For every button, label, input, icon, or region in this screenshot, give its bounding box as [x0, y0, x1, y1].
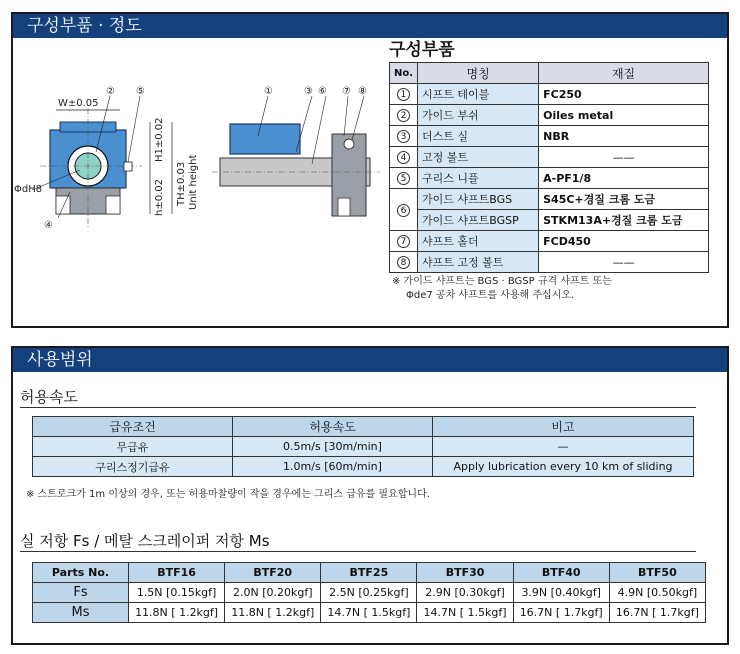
part-material: S45C+경질 크롬 도금	[539, 189, 709, 210]
value-cell: 16.7N [ 1.7kgf]	[609, 603, 705, 623]
resistance-header-row	[33, 563, 706, 583]
table-row	[33, 603, 706, 623]
speed-note: ※ 스트로크가 1m 이상의 경우, 또는 허용마찰량이 작을 경우에는 그리스 급유를 필요합니다.	[26, 489, 430, 500]
speed-header-row	[33, 417, 694, 437]
callout-3: ③	[304, 86, 313, 97]
value-cell: 2.0N [0.20kgf]	[225, 583, 321, 603]
part-name: 샤프트 고정 볼트	[418, 252, 539, 273]
leader-7	[344, 96, 348, 136]
resistance-table	[32, 562, 706, 623]
col-no: No.	[390, 63, 418, 84]
table-row	[390, 105, 709, 126]
speed-table	[32, 416, 694, 477]
table-row	[33, 437, 694, 457]
shaft-bolt-side	[344, 139, 354, 149]
dhb-label: ΦdH8	[14, 184, 43, 195]
table-row	[390, 84, 709, 105]
lubrication-cell: 무급유	[33, 437, 233, 457]
speed-cell: 0.5m/s [30m/min]	[233, 437, 433, 457]
callout-6: ⑥	[318, 86, 327, 97]
row-no: 2	[390, 105, 418, 126]
row-no: 7	[390, 231, 418, 252]
value-cell: 4.9N [0.50kgf]	[609, 583, 705, 603]
col-parts-no: Parts No.	[33, 563, 129, 583]
table-row	[390, 252, 709, 273]
components-table-title: 구성부품	[389, 40, 455, 60]
value-cell: 14.7N [ 1.5kgf]	[417, 603, 513, 623]
table-body-side	[230, 124, 300, 154]
col-material: 재질	[539, 63, 709, 84]
components-table	[389, 62, 709, 273]
table-row	[390, 231, 709, 252]
leader-5	[128, 96, 140, 162]
part-material: ——	[539, 147, 709, 168]
leader-8	[352, 96, 364, 140]
table-row	[390, 210, 709, 231]
col-btf50: BTF50	[609, 563, 705, 583]
components-banner: 구성부품 · 정도	[13, 14, 727, 38]
value-cell: 1.5N [0.15kgf]	[129, 583, 225, 603]
part-name: 더스트 실	[418, 126, 539, 147]
col-remarks: 비고	[433, 417, 694, 437]
col-speed: 허용속도	[233, 417, 433, 437]
remarks-cell: —	[433, 437, 694, 457]
value-cell: 2.5N [0.25kgf]	[321, 583, 417, 603]
part-material: NBR	[539, 126, 709, 147]
speed-title: 허용속도	[20, 388, 78, 406]
row-no: 6	[390, 189, 418, 231]
part-name: 가이드 부쉬	[418, 105, 539, 126]
part-name: 구리스 니플	[418, 168, 539, 189]
part-name: 가이드 샤프트BGSP	[418, 210, 539, 231]
note-line-2: Φde7 공차 샤프트를 사용해 주십시오.	[406, 290, 575, 301]
callout-7: ⑦	[342, 86, 351, 97]
leader-6	[312, 96, 326, 164]
value-cell: 16.7N [ 1.7kgf]	[513, 603, 609, 623]
part-material: Oiles metal	[539, 105, 709, 126]
table-row	[390, 126, 709, 147]
remarks-cell: Apply lubrication every 10 km of sliding	[433, 457, 694, 477]
part-material: A-PF1/8	[539, 168, 709, 189]
row-no: 8	[390, 252, 418, 273]
usage-banner: 사용범위	[13, 348, 727, 372]
th-dim-label: TH±0.03	[176, 161, 187, 206]
speed-cell: 1.0m/s [60m/min]	[233, 457, 433, 477]
part-name: 샤프트 홀더	[418, 231, 539, 252]
technical-drawing	[12, 78, 382, 248]
value-cell: 2.9N [0.30kgf]	[417, 583, 513, 603]
components-note	[392, 275, 612, 303]
table-row	[390, 147, 709, 168]
h1-dim-label: H1±0.02	[154, 117, 165, 162]
grease-nipple-front	[124, 162, 132, 171]
table-row	[33, 457, 694, 477]
row-no: 1	[390, 84, 418, 105]
side-view	[212, 86, 380, 216]
value-cell: 14.7N [ 1.5kgf]	[321, 603, 417, 623]
resistance-divider	[20, 551, 696, 552]
callout-2: ②	[106, 86, 115, 97]
row-no: 5	[390, 168, 418, 189]
part-material: ——	[539, 252, 709, 273]
part-material: FCD450	[539, 231, 709, 252]
row-no: 4	[390, 147, 418, 168]
value-cell: 3.9N [0.40kgf]	[513, 583, 609, 603]
note-line-1: ※ 가이드 샤프트는 BGS · BGSP 규격 샤프트 또는	[392, 276, 612, 287]
col-lubrication: 급유조건	[33, 417, 233, 437]
h-dim-label: h±0.02	[154, 179, 165, 216]
callout-1: ①	[264, 86, 273, 97]
holder-foot-side	[338, 198, 350, 216]
value-cell: 11.8N [ 1.2kgf]	[129, 603, 225, 623]
col-btf40: BTF40	[513, 563, 609, 583]
holder-foot-right	[106, 196, 120, 214]
col-btf25: BTF25	[321, 563, 417, 583]
callout-8: ⑧	[358, 86, 367, 97]
row-label-fs: Fs	[33, 583, 129, 603]
unit-height-label: Unit height	[188, 154, 199, 210]
col-btf30: BTF30	[417, 563, 513, 583]
part-name: 가이드 샤프트BGS	[418, 189, 539, 210]
components-header-row	[390, 63, 709, 84]
callout-4: ④	[44, 220, 53, 231]
table-row	[390, 168, 709, 189]
holder-foot-left	[56, 196, 70, 214]
w-dim-label: W±0.05	[58, 98, 99, 109]
table-row	[390, 189, 709, 210]
part-material: STKM13A+경질 크롬 도금	[539, 210, 709, 231]
row-label-ms: Ms	[33, 603, 129, 623]
col-name: 명칭	[418, 63, 539, 84]
front-view	[14, 86, 199, 231]
callout-5: ⑤	[136, 86, 145, 97]
table-row	[33, 583, 706, 603]
part-material: FC250	[539, 84, 709, 105]
value-cell: 11.8N [ 1.2kgf]	[225, 603, 321, 623]
col-btf20: BTF20	[225, 563, 321, 583]
col-btf16: BTF16	[129, 563, 225, 583]
resistance-title: 실 저항 Fs / 메탈 스크레이퍼 저항 Ms	[20, 532, 270, 550]
part-name: 고정 볼트	[418, 147, 539, 168]
part-name: 시프트 테이블	[418, 84, 539, 105]
lubrication-cell: 구리스정기급유	[33, 457, 233, 477]
row-no: 3	[390, 126, 418, 147]
speed-divider	[20, 407, 696, 408]
